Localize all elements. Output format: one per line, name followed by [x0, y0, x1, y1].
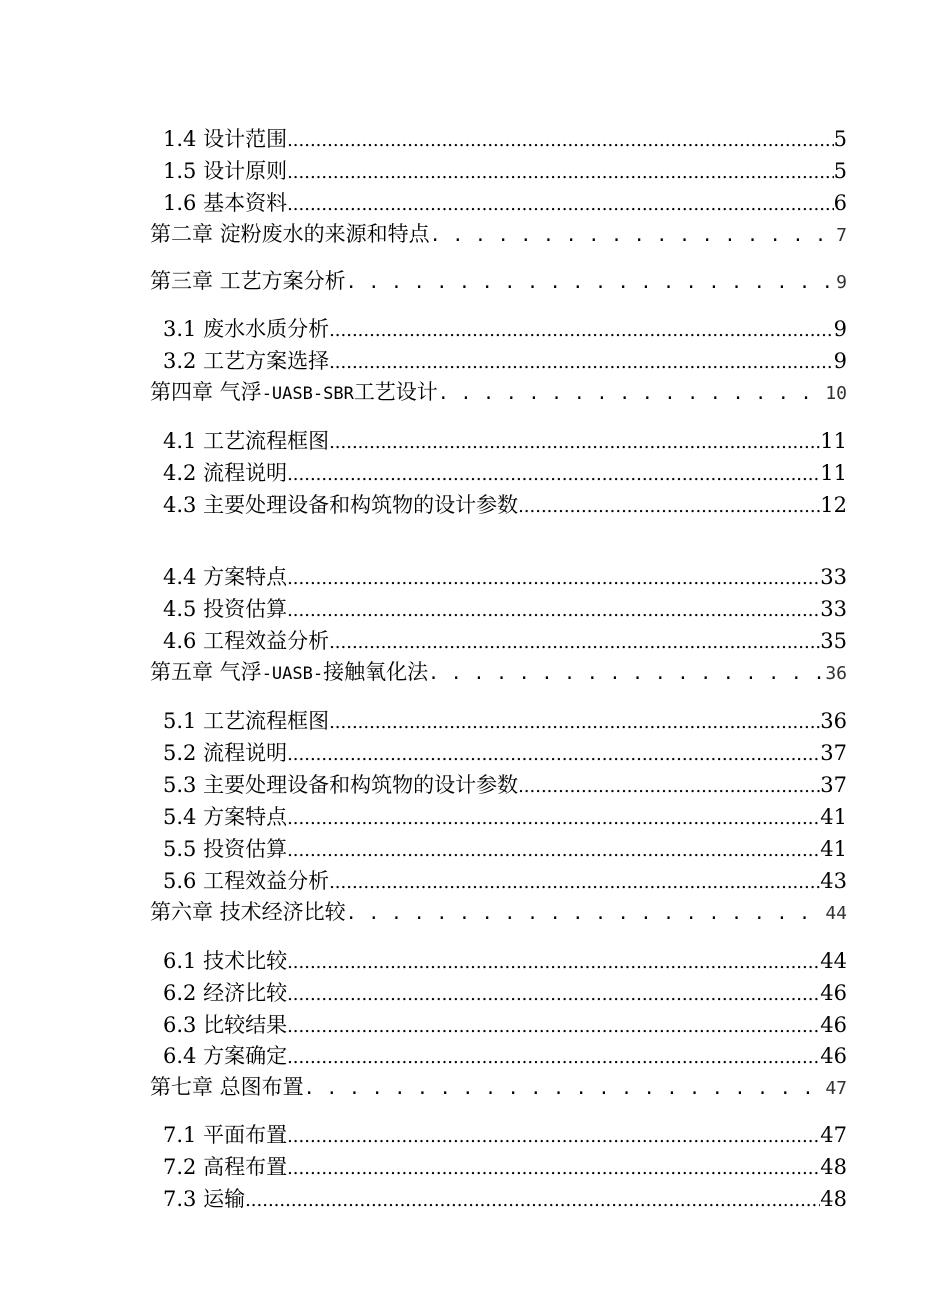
toc-entry-7-1	[163, 1120, 847, 1150]
toc-leader-dots	[428, 657, 825, 689]
toc-entry-page: 48	[820, 1187, 847, 1211]
toc-entry-4-5	[163, 594, 847, 624]
toc-leader-dots	[438, 377, 826, 409]
toc-entry-3-1	[163, 314, 847, 344]
toc-entry-1-6	[163, 188, 847, 218]
toc-chapter-page: 36	[825, 663, 847, 684]
toc-entry-title: 6.1 技术比较	[163, 949, 288, 973]
toc-entry-title: 5.4 方案特点	[163, 805, 288, 829]
toc-chapter-title	[150, 377, 438, 409]
toc-entry-page: 33	[820, 565, 847, 589]
toc-leader-dots	[329, 706, 820, 738]
toc-chapter-title: 第三章 工艺方案分析	[150, 269, 346, 293]
toc-leader-dots	[287, 458, 820, 490]
toc-leader-dots	[245, 1184, 820, 1216]
toc-chapter-3	[150, 266, 847, 296]
toc-leader-dots	[304, 1072, 826, 1104]
toc-leader-dots	[329, 626, 820, 658]
toc-leader-dots	[287, 594, 820, 626]
toc-leader-dots	[287, 1010, 820, 1042]
toc-entry-page: 33	[820, 597, 847, 621]
toc-chapter-title: 第六章 技术经济比较	[150, 900, 346, 924]
toc-leader-dots	[329, 866, 820, 898]
toc-chapter-5	[150, 657, 847, 687]
toc-chapter-page: 10	[825, 383, 847, 404]
toc-chapter-title-pre: 第四章 气浮	[150, 380, 262, 404]
toc-leader-dots	[287, 738, 820, 770]
toc-chapter-title: 第七章 总图布置	[150, 1075, 304, 1099]
toc-entry-1-5	[163, 156, 847, 186]
toc-entry-title: 5.3 主要处理设备和构筑物的设计参数	[163, 773, 519, 797]
toc-chapter-6	[150, 897, 847, 927]
toc-entry-3-2	[163, 346, 847, 376]
toc-entry-title: 7.2 高程布置	[163, 1155, 288, 1179]
toc-leader-dots	[346, 266, 836, 298]
toc-entry-title: 7.3 运输	[163, 1187, 246, 1211]
toc-entry-page: 5	[833, 159, 847, 183]
toc-entry-6-4	[163, 1041, 847, 1071]
toc-leader-dots	[329, 426, 820, 458]
toc-entry-1-4	[163, 124, 847, 154]
toc-chapter-title-post: 接触氧化法	[323, 660, 429, 684]
toc-entry-7-3	[163, 1184, 847, 1214]
toc-entry-5-3	[163, 770, 847, 800]
toc-entry-title: 7.1 平面布置	[163, 1123, 288, 1147]
toc-entry-title: 4.4 方案特点	[163, 565, 288, 589]
toc-entry-6-3	[163, 1010, 847, 1040]
toc-entry-title: 4.3 主要处理设备和构筑物的设计参数	[163, 493, 519, 517]
toc-entry-title: 4.6 工程效益分析	[163, 629, 330, 653]
toc-entry-page: 37	[820, 773, 847, 797]
toc-entry-page: 48	[820, 1155, 847, 1179]
toc-entry-4-4	[163, 562, 847, 592]
toc-leader-dots	[287, 1120, 820, 1152]
toc-leader-dots	[329, 314, 834, 346]
toc-entry-6-2	[163, 978, 847, 1008]
toc-entry-page: 41	[820, 805, 847, 829]
toc-chapter-page: 7	[836, 225, 847, 246]
toc-entry-5-4	[163, 802, 847, 832]
toc-leader-dots	[287, 978, 820, 1010]
toc-entry-title: 5.1 工艺流程框图	[163, 709, 330, 733]
toc-leader-dots	[346, 897, 826, 929]
toc-leader-dots	[287, 156, 834, 188]
toc-leader-dots	[287, 834, 820, 866]
toc-entry-page: 43	[820, 869, 847, 893]
toc-entry-page: 44	[820, 949, 847, 973]
toc-leader-dots	[287, 946, 820, 978]
toc-entry-title: 6.3 比较结果	[163, 1013, 288, 1037]
toc-chapter-title: 第二章 淀粉废水的来源和特点	[150, 222, 430, 246]
toc-entry-5-6	[163, 866, 847, 896]
toc-entry-page: 5	[833, 127, 847, 151]
toc-leader-dots	[287, 802, 820, 834]
toc-entry-title: 1.6 基本资料	[163, 191, 288, 215]
toc-chapter-title	[150, 657, 428, 689]
toc-entry-title: 1.4 设计范围	[163, 127, 288, 151]
toc-entry-title: 5.5 投资估算	[163, 837, 288, 861]
toc-entry-page: 46	[820, 1044, 847, 1068]
toc-entry-page: 12	[820, 493, 847, 517]
toc-entry-title: 4.1 工艺流程框图	[163, 429, 330, 453]
toc-entry-title: 6.2 经济比较	[163, 981, 288, 1005]
toc-chapter-title-process: -UASB-	[261, 664, 324, 684]
toc-entry-page: 11	[820, 461, 847, 485]
toc-entry-6-1	[163, 946, 847, 976]
toc-leader-dots	[287, 1041, 820, 1073]
toc-entry-title: 5.6 工程效益分析	[163, 869, 330, 893]
toc-entry-4-3	[163, 490, 847, 520]
toc-chapter-title-post: 工艺设计	[353, 380, 438, 404]
toc-chapter-page: 47	[825, 1078, 847, 1099]
toc-entry-5-1	[163, 706, 847, 736]
toc-entry-page: 46	[820, 981, 847, 1005]
toc-chapter-7	[150, 1072, 847, 1102]
toc-chapter-title-pre: 第五章 气浮	[150, 660, 262, 684]
toc-entry-7-2	[163, 1152, 847, 1182]
toc-leader-dots	[518, 770, 820, 802]
toc-leader-dots	[287, 188, 834, 220]
toc-entry-page: 37	[820, 741, 847, 765]
toc-leader-dots	[287, 124, 834, 156]
toc-entry-page: 41	[820, 837, 847, 861]
toc-entry-title: 1.5 设计原则	[163, 159, 288, 183]
toc-entry-page: 46	[820, 1013, 847, 1037]
toc-entry-title: 4.5 投资估算	[163, 597, 288, 621]
toc-entry-page: 9	[833, 317, 847, 341]
toc-chapter-page: 44	[825, 903, 847, 924]
toc-leader-dots	[329, 346, 834, 378]
toc-entry-title: 3.2 工艺方案选择	[163, 349, 330, 373]
toc-entry-title: 6.4 方案确定	[163, 1044, 288, 1068]
toc-leader-dots	[430, 219, 836, 251]
toc-entry-page: 47	[820, 1123, 847, 1147]
toc-entry-4-6	[163, 626, 847, 656]
toc-entry-title: 4.2 流程说明	[163, 461, 288, 485]
toc-entry-title: 3.1 废水水质分析	[163, 317, 330, 341]
toc-entry-title: 5.2 流程说明	[163, 741, 288, 765]
toc-chapter-page: 9	[836, 272, 847, 293]
toc-chapter-title-process: -UASB-SBR	[261, 384, 354, 404]
toc-entry-page: 9	[833, 349, 847, 373]
toc-entry-page: 6	[833, 191, 847, 215]
toc-chapter-2	[150, 219, 847, 249]
toc-entry-4-2	[163, 458, 847, 488]
toc-entry-5-5	[163, 834, 847, 864]
toc-entry-4-1	[163, 426, 847, 456]
toc-leader-dots	[287, 562, 820, 594]
toc-entry-page: 35	[820, 629, 847, 653]
toc-entry-5-2	[163, 738, 847, 768]
toc-leader-dots	[518, 490, 820, 522]
toc-chapter-4	[150, 377, 847, 407]
toc-entry-page: 36	[820, 709, 847, 733]
toc-entry-page: 11	[820, 429, 847, 453]
toc-leader-dots	[287, 1152, 820, 1184]
